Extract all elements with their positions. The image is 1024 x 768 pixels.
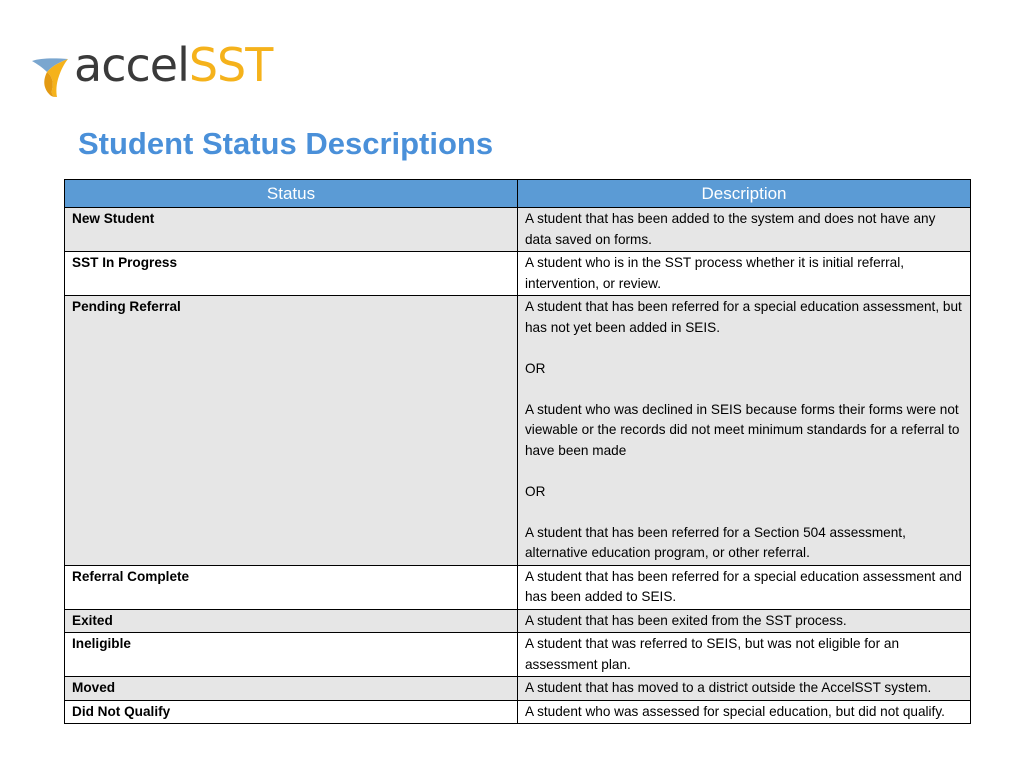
description-text: A student who was declined in SEIS because forms their forms were not viewable or the records did not meet minimum standards for a referral to have been made (525, 401, 960, 458)
description-cell (518, 565, 971, 609)
table-row (65, 296, 971, 566)
status-cell: SST In Progress (65, 252, 518, 296)
description-text: A student that has been exited from the SST process. (525, 612, 847, 628)
description-text: OR (525, 360, 546, 376)
description-text: A student that has been referred for a special education assessment, but has not yet been added in SEIS. (525, 299, 962, 335)
description-text: A student that has been referred for a Section 504 assessment, alternative education program, or other referral. (525, 524, 906, 560)
page-title: Student Status Descriptions (78, 126, 494, 161)
table-header-row (65, 180, 971, 208)
logo-text-accel: accel (74, 38, 189, 92)
table-row (65, 565, 971, 609)
description-text: A student that has moved to a district outside the AccelSST system. (525, 680, 932, 695)
water-drop-icon (30, 40, 74, 102)
description-text: OR (525, 483, 546, 499)
description-cell (518, 609, 971, 633)
status-cell: Ineligible (65, 633, 518, 677)
description-cell (518, 633, 971, 677)
description-text: A student who was assessed for special education, but did not qualify. (525, 703, 945, 719)
description-cell (518, 700, 971, 724)
description-text: A student that has been added to the system and does not have any data saved on forms. (525, 211, 936, 247)
logo-text-sst: SST (188, 38, 273, 92)
description-cell (518, 252, 971, 296)
table-row (65, 252, 971, 296)
status-cell: Did Not Qualify (65, 700, 518, 724)
status-cell: New Student (65, 208, 518, 252)
status-cell: Pending Referral (65, 296, 518, 566)
description-text: A student that was referred to SEIS, but was not eligible for an assessment plan. (525, 636, 900, 672)
table-row (65, 609, 971, 633)
description-cell (518, 677, 971, 701)
table-row (65, 677, 971, 701)
table-row (65, 208, 971, 252)
table-row (65, 633, 971, 677)
table-row (65, 700, 971, 724)
logo-wordmark (74, 38, 273, 92)
column-header-description: Description (518, 180, 971, 208)
description-cell (518, 296, 971, 566)
column-header-status: Status (65, 180, 518, 208)
description-text: A student who is in the SST process whether it is initial referral, intervention, or review. (525, 255, 905, 291)
description-text: A student that has been referred for a special education assessment and has been added to SEIS. (525, 568, 962, 604)
description-cell (518, 208, 971, 252)
status-cell: Referral Complete (65, 565, 518, 609)
status-cell: Moved (65, 677, 518, 701)
status-cell: Exited (65, 609, 518, 633)
accelsst-logo (30, 40, 272, 102)
status-descriptions-table (64, 179, 971, 724)
